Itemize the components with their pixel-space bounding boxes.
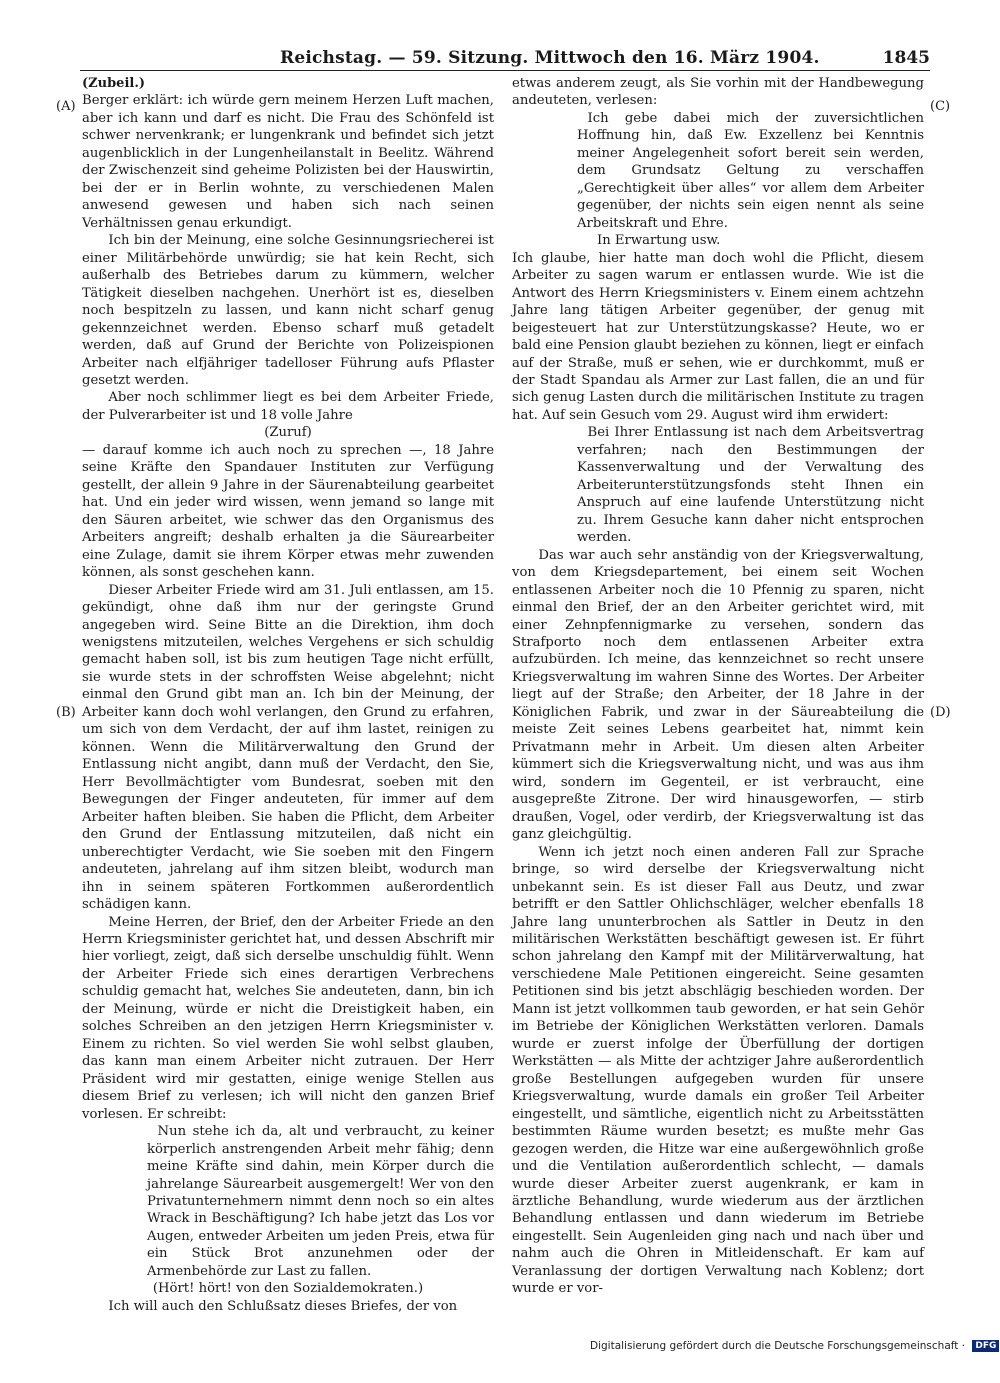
paragraph: Berger erklärt: ich würde gern meinem Herzen Luft machen, aber ich kann und darf es nicht. Die Frau des Schönfeld ist schwer nervenkrank; er lungenkrank und befindet sich jetzt augenblicklich in der Lungenheilanstalt in Beelitz. Während der Zwischenzeit sind geheime Polizisten bei der Hauswirtin, bei der er in Berlin wohnte, zu verschiedenen Malen anwesend gewesen und haben sich nach seinen Verhältnissen genau erkundigt. <box>82 93 494 231</box>
margin-marker-a: (A) <box>56 99 76 114</box>
left-column <box>82 75 494 1315</box>
margin-marker-b: (B) <box>56 705 76 720</box>
page-header <box>80 46 930 72</box>
paragraph: Ich bin der Meinung, eine solche Gesinnungsriecherei ist einer Militärbehörde unwürdig; sie hat kein Recht, sich außerhalb des Betriebes darum zu kümmern, welcher Tätigkeit dieselben nachgehen. Unerhört ist es, dieselben noch bespitzeln zu lassen, und kann nicht scharf genug gekennzeichnet werden. Ebenso scharf muß getadelt werden, daß auf Grund der Berichte von Polizeispionen Arbeiter nach elfjähriger tadelloser Führung aufs Pflaster gesetzt werden. <box>82 233 494 388</box>
letter-quote: Ich gebe dabei mich der zuversichtlichen Hoffnung hin, daß Ew. Exzellenz bei Kenntnis meiner Angelegenheit sofort bereit sein werden, dem Grundsatz Geltung zu verschaffen „Gerechtigkeit über alles“ vor allem dem Arbeiter gegenüber, der nichts sein eigen nennt als seine Arbeitskraft und Ehre. <box>577 110 924 231</box>
digitization-footer <box>590 1340 997 1360</box>
letter-quote: Bei Ihrer Entlassung ist nach dem Arbeitsvertrag verfahren; nach den Bestimmungen der Kassenverwaltung und der Verwaltung des Arbeiterunterstützungsfonds steht Ihnen ein Anspruch auf eine laufende Unterstützung nicht zu. Ihrem Gesuche kann daher nicht entsprochen werden. <box>577 425 924 546</box>
paragraph: Ich will auch den Schlußsatz dieses Briefes, der von <box>108 1298 458 1314</box>
paragraph: etwas anderem zeugt, als Sie vorhin mit der Handbewegung andeuteten, verlesen: <box>512 76 924 109</box>
letter-quote-closing: In Erwartung usw. <box>597 233 721 249</box>
header-rule <box>80 70 930 71</box>
paragraph: Ich glaube, hier hatte man doch wohl die Pflicht, diesem Arbeiter zu sagen warum er entlassen wurde. Wie ist die Antwort des Herrn Kriegsministers v. Einem einem achtzehn Jahre lang tätigen Arbeiter gegenüber, der genug mit beigesteuert hat zur Unterstützungskasse? Heute, wo er bald eine Pension glaubt beziehen zu können, liegt er einfach auf der Straße, muß er sehen, wie er durchkommt, muß er der Stadt Spandau als Armer zur Last fallen, die an und für sich genug Lasten durch die militärischen Institute zu tragen hat. Auf sein Gesuch vom 29. August wird ihm erwidert: <box>512 250 924 423</box>
speaker-heading: (Zubeil.) <box>82 76 146 91</box>
dfg-logo-icon: DFG <box>972 1340 999 1352</box>
margin-marker-c: (C) <box>930 99 951 114</box>
page-number: 1845 <box>882 48 930 68</box>
paragraph: Wenn ich jetzt noch einen anderen Fall zur Sprache bringe, so wird derselbe der Kriegsverwaltung nicht unbekannt sein. Es ist dieser Fall aus Deutz, und zwar betrifft er den Sattler Ohlichschläger, welcher ebenfalls 18 Jahre lang ununterbrochen als Sattler in Deutz in den militärischen Werkstätten beschäftigt gewesen ist. Er führt schon jahrelang den Kampf mit der Militärverwaltung, hat verschiedene Male Petitionen eingereicht. Seine gesamten Petitionen sind bis jetzt abschlägig beschieden worden. Der Mann ist jetzt vollkommen taub geworden, er hat sein Gehör im Betriebe der Königlichen Werkstätten verloren. Damals wurde er zuerst infolge der Überfüllung der dortigen Werkstätten — als Mitte der achtziger Jahre außerordentlich große Bestellungen aufgegeben wurden für unsere Kriegsverwaltung, wurde damals ein großer Teil Arbeiter eingestellt, und sämtliche, eigentlich nicht zu Arbeitsstätten bestimmten Räume wurden besetzt; es mußte mehr Gas gezogen werden, die Hitze war eine außergewöhnlich große und die Ventilation außerordentlich schlecht, — damals wurde dieser Arbeiter zuerst augenkrank, er kam in ärztliche Behandlung, wurde wiederum aus der ärztlichen Behandlung entlassen und dann wiederum im Betriebe eingestellt. Sein Augenleiden ging nach und nach über und nahm auch die Ohren in Mitleidenschaft. Er kam auf Veranlassung der dortigen Verwaltung nach Koblenz; dort wurde er vor- <box>512 844 924 1297</box>
margin-marker-d: (D) <box>930 705 951 720</box>
footer-text: Digitalisierung gefördert durch die Deutsche Forschungsgemeinschaft · <box>590 1340 966 1352</box>
paragraph: Meine Herren, der Brief, den der Arbeiter Friede an den Herrn Kriegsminister gerichtet hat, und dessen Abschrift mir hier vorliegt, zeigt, daß sich derselbe unschuldig fühlt. Wenn der Arbeiter Friede sich eines derartigen Verbrechens schuldig gemacht hat, welches Sie andeuteten, dann, bin ich der Meinung, würde er nicht die Dreistigkeit haben, ein solches Schreiben an den jetzigen Herrn Kriegsminister v. Einem zu richten. So viel werden Sie wohl selbst glauben, das kann man einem Arbeiter nicht zutrauen. Der Herr Präsident wird mir gestatten, einige wenige Stellen aus diesem Brief zu verlesen; ich will nicht den ganzen Brief vorlesen. Er schreibt: <box>82 914 494 1122</box>
interjection: (Hört! hört! von den Sozialdemokraten.) <box>152 1281 424 1297</box>
running-title: Reichstag. — 59. Sitzung. Mittwoch den 16. März 1904. <box>280 48 820 68</box>
interjection: (Zuruf) <box>264 425 312 441</box>
paragraph: Das war auch sehr anständig von der Kriegsverwaltung, von dem Kriegsdepartement, bei einem seit Wochen entlassenen Arbeiter noch die 10 Pfennig zu sparen, nicht einmal den Brief, der an den Arbeiter gerichtet wird, mit einer Zehnpfennigmarke zu versehen, sondern das Strafporto noch dem entlassenen Arbeiter extra aufzubürden. Ich meine, das kennzeichnet so recht unsere Kriegsverwaltung im wahren Sinne des Wortes. Der Arbeiter liegt auf der Straße; den Arbeiter, der 18 Jahre in der Königlichen Fabrik, und zwar in der Säureabteilung die meiste Zeit seines Lebens gearbeitet hat, nimmt kein Privatmann mehr in Arbeit. Um diesen alten Arbeiter kümmert sich die Kriegsverwaltung nicht, und was aus ihm wird, sondern im Gegenteil, er ist verbraucht, eine ausgepreßte Zitrone. Der wird hinausgeworfen, — stirb draußen, Vogel, oder verdirb, der Kriegsverwaltung ist das ganz gleichgültig. <box>512 547 924 843</box>
paragraph: — darauf komme ich auch noch zu sprechen —, 18 Jahre seine Kräfte den Spandauer Instituten zur Verfügung gestellt, der allein 9 Jahre in der Säurenabteilung gearbeitet hat. Und ein jeder wird wissen, wenn jemand so lange mit den Säuren arbeitet, wie schwer das den Organismus des Arbeiters angreift; deshalb erhalten ja die Säurearbeiter eine Zulage, damit sie ihrem Körper etwas mehr zuwenden können, als sonst geschehen kann. <box>82 442 494 581</box>
paragraph: Dieser Arbeiter Friede wird am 31. Juli entlassen, am 15. gekündigt, ohne daß ihm nur der geringste Grund angegeben wird. Seine Bitte an die Direktion, ihm doch wenigstens mitzuteilen, welches Vergehens er sich schuldig gemacht haben soll, ist bis zum heutigen Tage nicht erfüllt, sie wurde stets in der schroffsten Weise abgelehnt; nicht einmal den Grund gibt man an. Ich bin der Meinung, der Arbeiter kann doch wohl verlangen, den Grund zu erfahren, um sich von dem Verdacht, der auf ihm lastet, reinigen zu können. Wenn die Militärverwaltung den Grund der Entlassung nicht angibt, dann muß der Verdacht, den Sie, Herr Bevollmächtigter vom Bundesrat, soeben mit den Bewegungen der Finger andeuteten, für immer auf dem Arbeiter haften bleiben. Sie haben die Pflicht, dem Arbeiter den Grund der Entlassung mitzuteilen, daß nicht ein unberechtigter Verdacht, wie Sie soeben mit den Fingern andeuteten, jahrelang auf ihm sitzen bleibt, wodurch man ihn in seinem späteren Fortkommen außerordentlich schädigen kann. <box>82 582 494 913</box>
right-column <box>512 75 924 1298</box>
paragraph: Aber noch schlimmer liegt es bei dem Arbeiter Friede, der Pulverarbeiter ist und 18 volle Jahre <box>82 390 494 423</box>
letter-quote: Nun stehe ich da, alt und verbraucht, zu keiner körperlich anstrengenden Arbeit mehr fähig; denn meine Kräfte sind dahin, mein Körper durch die jahrelange Säurearbeit ausgemergelt! Wer von den Privatunternehmern nimmt denn noch so ein altes Wrack in Beschäftigung? Ich habe jetzt das Los vor Augen, entweder Arbeiten um jeden Preis, etwa für ein Stück Brot anzunehmen oder der Armenbehörde zur Last zu fallen. <box>147 1124 494 1279</box>
